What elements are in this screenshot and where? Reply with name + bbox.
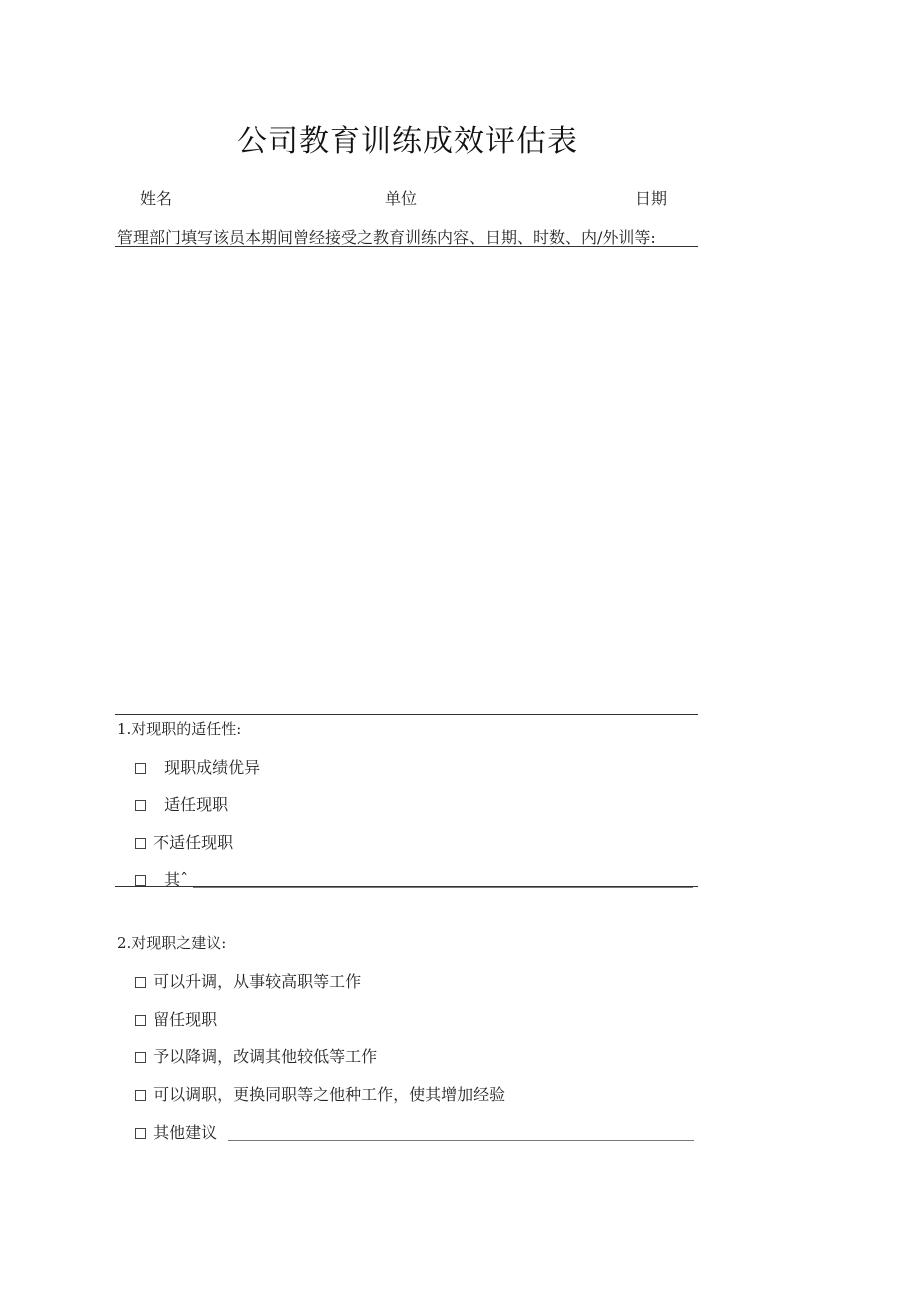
- option-label: 可以升调，从事较高职等工作: [153, 972, 362, 991]
- option-label: 不适任现职: [153, 833, 234, 852]
- option-competent[interactable]: [135, 792, 228, 815]
- content-bottom-rule: [115, 714, 698, 715]
- section1-bottom-rule: [115, 886, 698, 887]
- instruction-text: 管理部门填写该员本期间曾经接受之教育训练内容、日期、时数、内/外训等:: [117, 228, 656, 247]
- option-label: 留任现职: [153, 1010, 218, 1029]
- option-label: 现职成绩优异: [164, 758, 261, 777]
- training-content-area[interactable]: [115, 250, 698, 712]
- checkbox[interactable]: [135, 1090, 146, 1101]
- option-not-competent[interactable]: [135, 830, 233, 853]
- option-promote[interactable]: [135, 969, 361, 992]
- checkbox[interactable]: [135, 1015, 146, 1026]
- checkbox[interactable]: [135, 977, 146, 988]
- option-retain[interactable]: [135, 1007, 217, 1030]
- date-label: 日期: [635, 189, 668, 208]
- option-excellent[interactable]: [135, 755, 260, 778]
- option-label: 其他建议: [153, 1123, 218, 1142]
- section1-heading: 1.对现职的适任性:: [117, 720, 242, 738]
- other-suggestion-fill-line[interactable]: [228, 1140, 694, 1141]
- option-label: 其ˆ: [164, 870, 189, 889]
- option-label: 予以降调，改调其他较低等工作: [153, 1047, 378, 1066]
- checkbox[interactable]: [135, 1052, 146, 1063]
- option-label: 适任现职: [164, 795, 229, 814]
- section2-heading: 2.对现职之建议:: [117, 934, 227, 952]
- option-demote[interactable]: [135, 1044, 377, 1067]
- checkbox[interactable]: [135, 800, 146, 811]
- checkbox[interactable]: [135, 763, 146, 774]
- page-title: 公司教育训练成效评估表: [237, 124, 578, 159]
- option-label: 可以调职，更换同职等之他种工作，使其增加经验: [153, 1085, 506, 1104]
- unit-label: 单位: [385, 189, 418, 208]
- name-label: 姓名: [140, 189, 173, 208]
- checkbox[interactable]: [135, 875, 146, 886]
- option-other-suggestion[interactable]: [135, 1120, 694, 1143]
- instruction-underline: [115, 246, 698, 247]
- checkbox[interactable]: [135, 1128, 146, 1139]
- checkbox[interactable]: [135, 838, 146, 849]
- other-fill-line[interactable]: [193, 887, 693, 888]
- option-transfer[interactable]: [135, 1082, 505, 1105]
